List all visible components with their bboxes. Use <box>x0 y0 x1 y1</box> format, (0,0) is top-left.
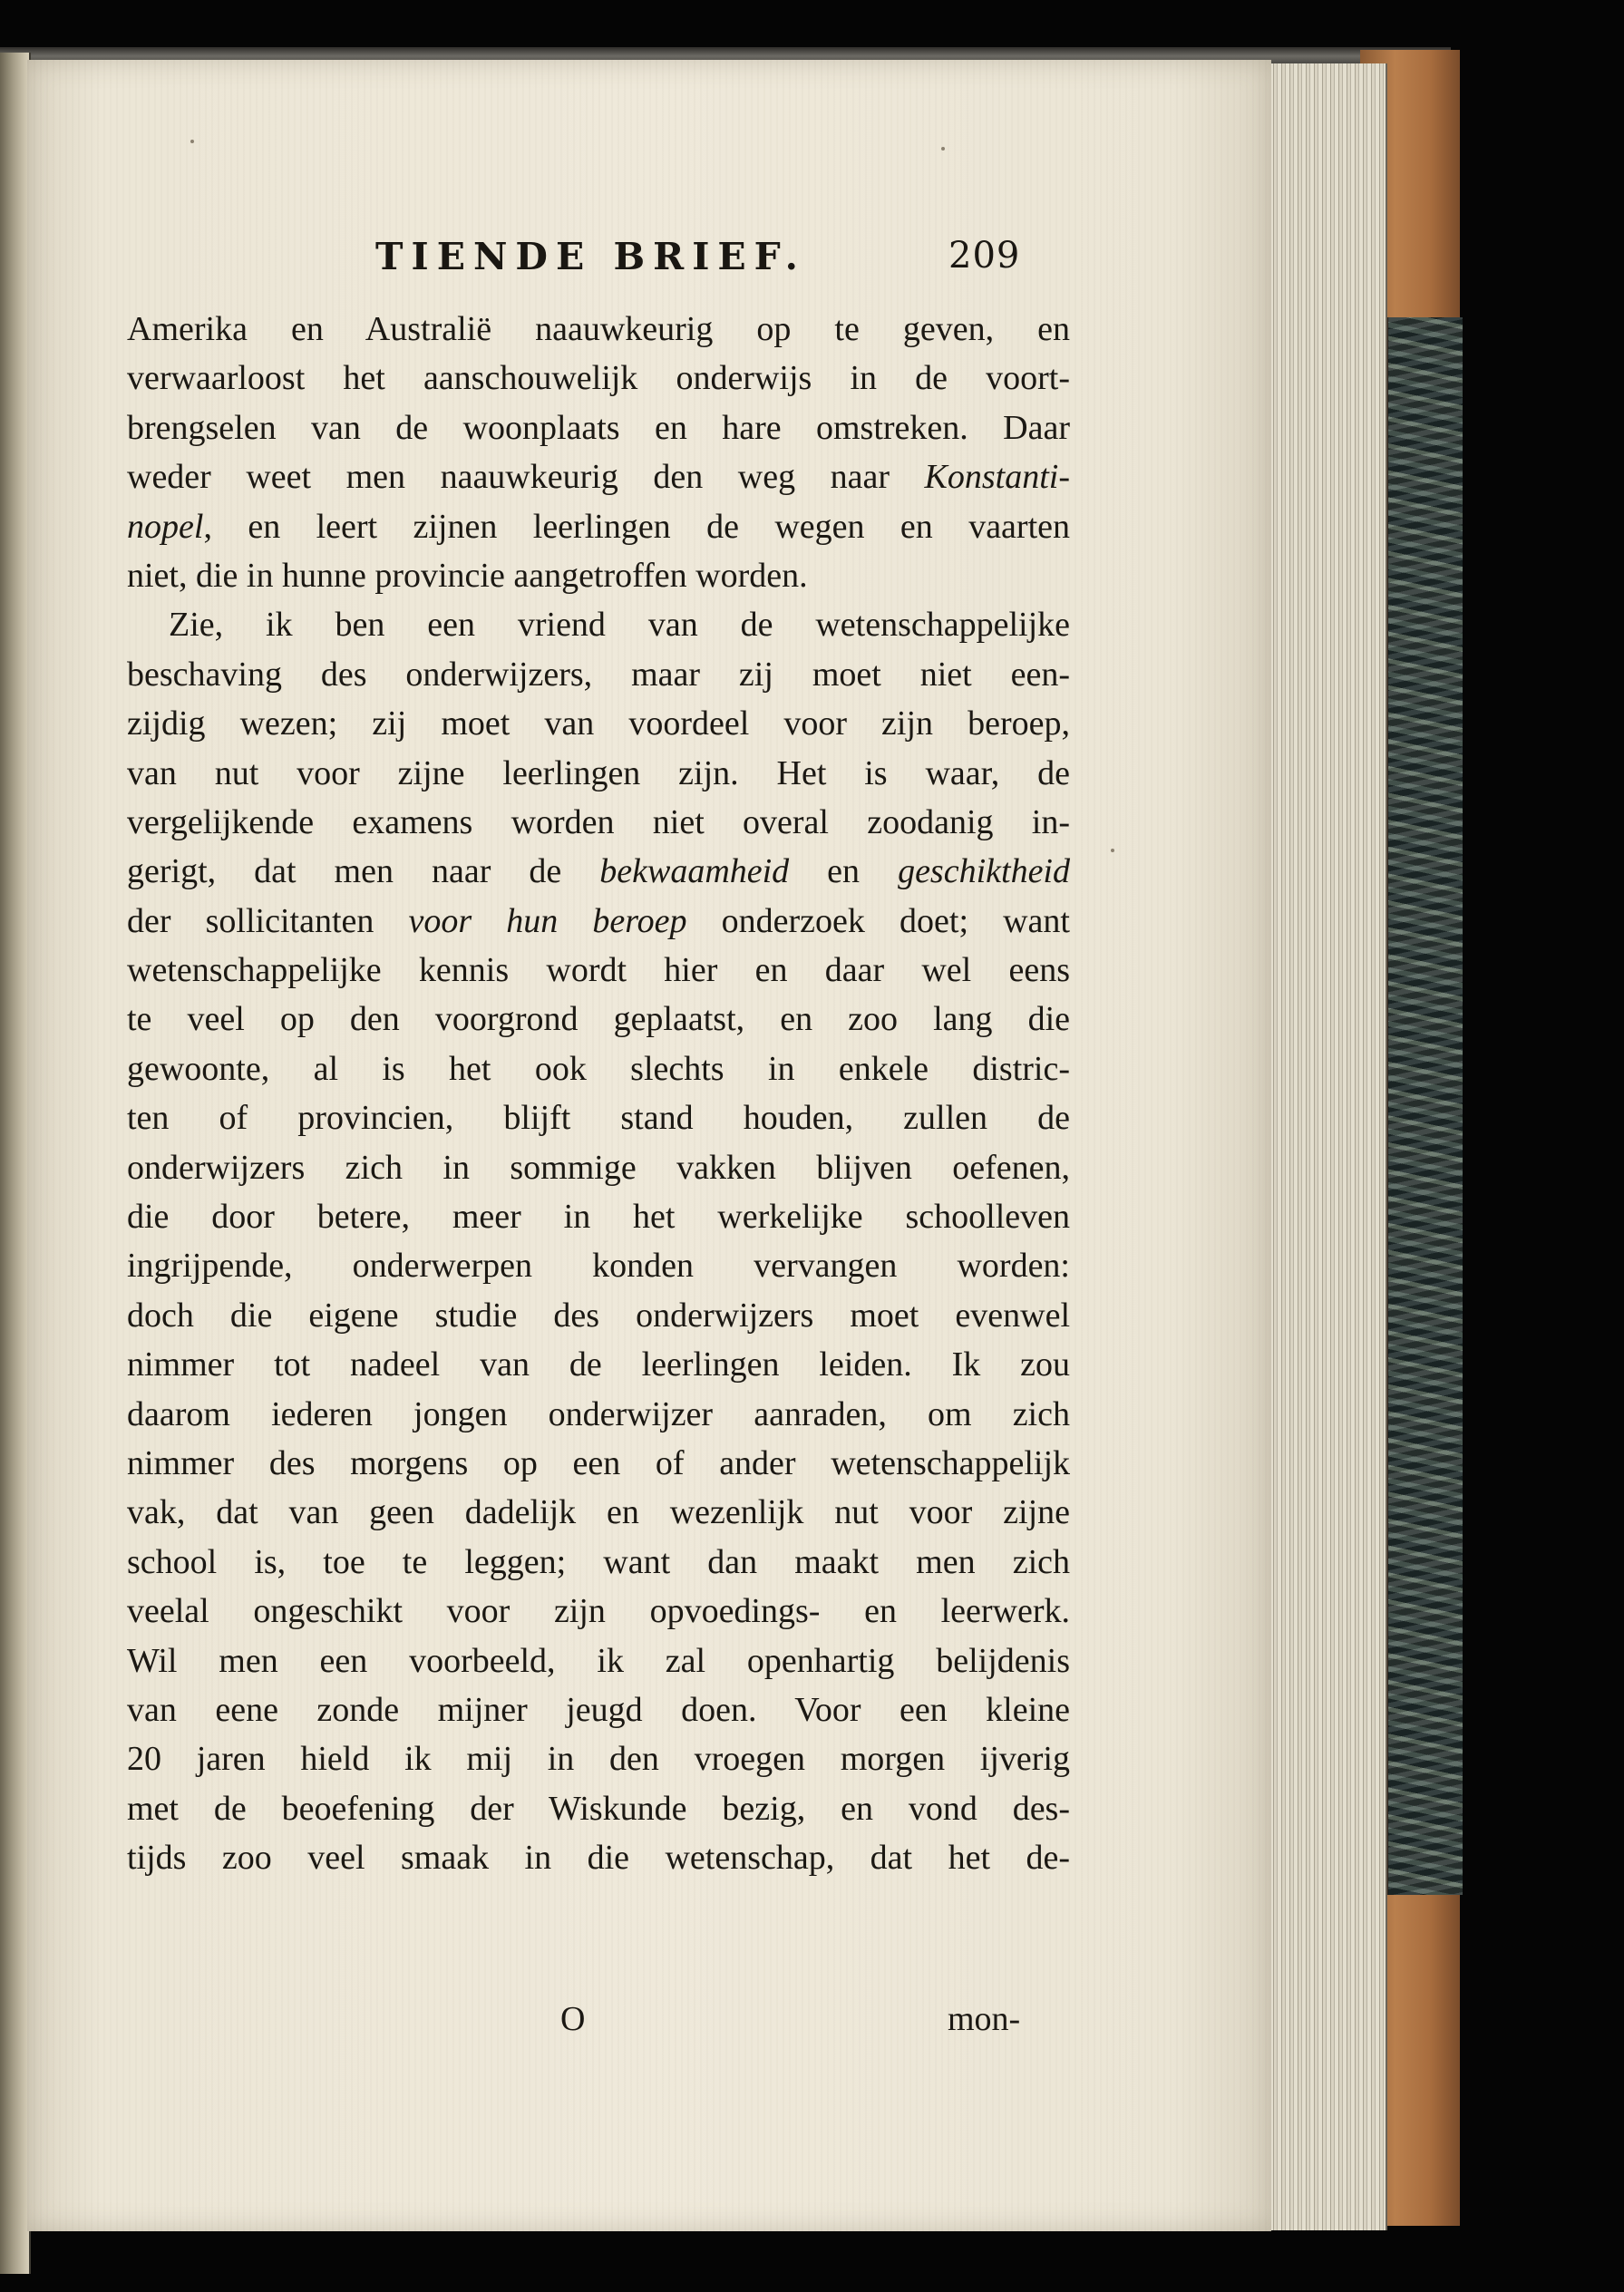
text-segment: onderwijzers zich in sommige vakken blijven oefenen, <box>127 1148 1070 1187</box>
text-segment: Zie, ik ben een vriend van de wetenschappelijke <box>169 606 1070 645</box>
text-segment: nimmer des morgens op een of ander wetenschappelijk <box>127 1443 1070 1482</box>
italic-text: geschiktheid <box>898 852 1070 891</box>
text-segment: en <box>789 852 899 891</box>
facing-page-edge <box>0 53 31 2274</box>
text-line <box>127 1784 1070 1833</box>
page-footer <box>27 1999 1271 2048</box>
text-segment: daarom iederen jongen onderwijzer aanraden, om zich <box>127 1394 1070 1433</box>
text-line <box>127 1488 1070 1537</box>
text-line <box>127 1143 1070 1192</box>
text-line <box>127 1340 1070 1389</box>
paper-speck <box>1111 849 1114 852</box>
text-segment: nimmer tot nadeel van de leerlingen leiden. Ik zou <box>127 1345 1070 1384</box>
text-segment: doch die eigene studie des onderwijzers moet evenwel <box>127 1296 1070 1335</box>
text-line <box>127 305 1070 354</box>
text-line <box>127 1192 1070 1241</box>
text-line <box>127 699 1070 748</box>
text-segment: tijds zoo veel smaak in die wetenschap, dat het de- <box>127 1839 1070 1878</box>
italic-text: bekwaamheid <box>599 852 790 891</box>
text-line <box>127 995 1070 1044</box>
text-line <box>127 600 1070 649</box>
text-segment: Wil men een voorbeeld, ik zal openhartig belijdenis <box>127 1641 1070 1680</box>
text-line <box>127 946 1070 995</box>
text-line <box>127 1291 1070 1340</box>
catchword: mon- <box>948 2000 1021 2038</box>
italic-text: nopel <box>127 507 204 546</box>
text-segment: met de beoefening der Wiskunde bezig, en vond des- <box>127 1789 1070 1828</box>
text-segment: van eene zonde mijner jeugd doen. Voor een kleine <box>127 1690 1070 1729</box>
text-line <box>127 502 1070 551</box>
text-segment: der sollicitanten <box>127 901 409 940</box>
text-line <box>127 403 1070 452</box>
text-segment: school is, toe te leggen; want dan maakt men zich <box>127 1542 1070 1581</box>
body-text <box>127 305 1070 1883</box>
text-line <box>127 1439 1070 1488</box>
italic-text: voor hun beroep <box>408 901 687 940</box>
text-line <box>127 897 1070 946</box>
text-line <box>127 452 1070 501</box>
text-segment: gerigt, dat men naar de <box>127 852 600 891</box>
text-line <box>127 354 1070 403</box>
text-segment: brengselen van de woonplaats en hare omstreken. Daar <box>127 408 1070 447</box>
text-segment: zijdig wezen; zij moet van voordeel voor zijn beroep, <box>127 704 1070 743</box>
text-segment: onderzoek doet; want <box>686 901 1070 940</box>
italic-text: Konstanti- <box>924 458 1070 497</box>
text-line <box>127 1044 1070 1093</box>
marbled-cover-edge <box>1386 317 1463 1895</box>
page-heading: TIENDE BRIEF. <box>375 235 806 278</box>
text-segment: beschaving des onderwijzers, maar zij moet niet een- <box>127 655 1070 694</box>
text-segment: veelal ongeschikt voor zijn opvoedings- en leerwerk. <box>127 1592 1070 1631</box>
paper-speck <box>941 147 945 151</box>
text-segment: weder weet men naauwkeurig den weg naar <box>127 458 925 497</box>
text-line <box>127 1538 1070 1587</box>
text-line <box>127 1587 1070 1636</box>
text-segment: Amerika en Australië naauwkeurig op te geven, en <box>127 310 1070 348</box>
signature-mark: O <box>560 2000 586 2038</box>
text-line <box>127 1685 1070 1734</box>
text-segment: vak, dat van geen dadelijk en wezenlijk nut voor zijne <box>127 1493 1070 1532</box>
text-segment: ten of provincien, blijft stand houden, zullen de <box>127 1099 1070 1138</box>
text-line <box>127 847 1070 896</box>
text-segment: wetenschappelijke kennis wordt hier en daar wel eens <box>127 951 1070 990</box>
text-segment: van nut voor zijne leerlingen zijn. Het is waar, de <box>127 753 1070 792</box>
text-line <box>127 1241 1070 1290</box>
text-line <box>127 1833 1070 1882</box>
text-line <box>127 1636 1070 1685</box>
text-segment: te veel op den voorgrond geplaatst, en zoo lang die <box>127 1000 1070 1039</box>
text-line <box>127 749 1070 798</box>
page-number: 209 <box>948 235 1021 277</box>
text-segment: , en leert zijnen leerlingen de wegen en vaarten <box>203 507 1070 546</box>
running-head <box>27 235 1271 289</box>
text-line <box>127 1390 1070 1439</box>
text-segment: ingrijpende, onderwerpen konden vervangen worden: <box>127 1247 1070 1286</box>
text-line <box>127 798 1070 847</box>
text-segment: vergelijkende examens worden niet overal zoodanig in- <box>127 802 1070 841</box>
text-segment: die door betere, meer in het werkelijke schoolleven <box>127 1198 1070 1237</box>
text-line <box>127 650 1070 699</box>
book-page <box>27 60 1271 2231</box>
text-segment: niet, die in hunne provincie aangetroffen worden. <box>127 556 808 595</box>
text-line <box>127 1734 1070 1783</box>
text-segment: 20 jaren hield ik mij in den vroegen morgen ijverig <box>127 1740 1070 1779</box>
text-line <box>127 551 1070 600</box>
text-segment: gewoonte, al is het ook slechts in enkele distric- <box>127 1049 1070 1088</box>
text-line <box>127 1093 1070 1142</box>
paper-speck <box>190 140 194 143</box>
text-segment: verwaarloost het aanschouwelijk onderwijs in de voort- <box>127 359 1070 398</box>
